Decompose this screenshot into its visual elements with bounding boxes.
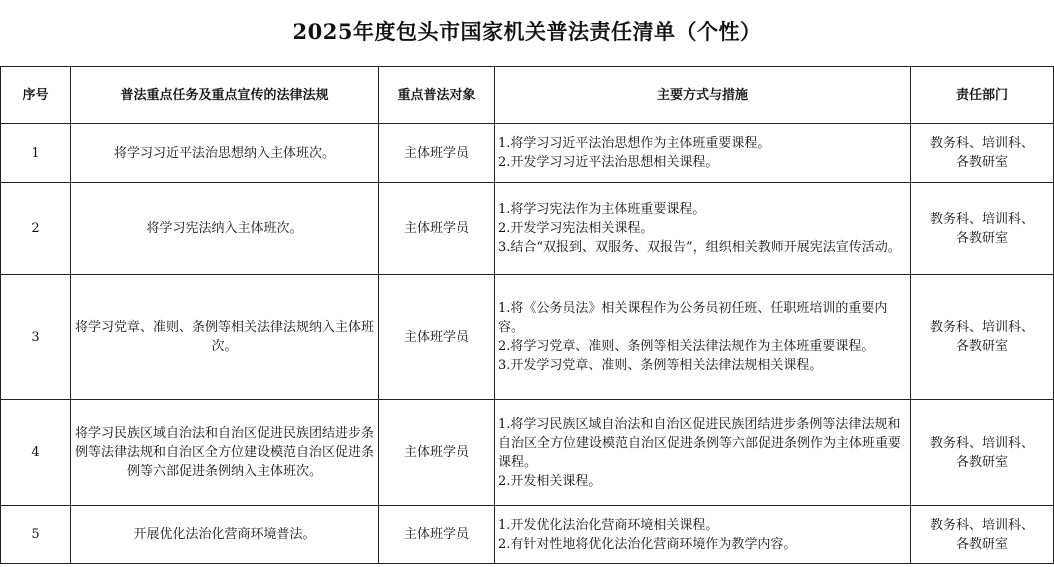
row-dept [911, 124, 1054, 183]
row-dept [911, 275, 1054, 400]
row-measures [495, 124, 911, 183]
measure-line: 1.开发优化法治化营商环境相关课程。 [498, 517, 719, 533]
row-target: 主体班学员 [379, 124, 495, 183]
measure-line: 2.有针对性地将优化法治化营商环境作为教学内容。 [498, 536, 797, 552]
row-seq: 4 [1, 400, 71, 506]
measure-line: 2.将学习党章、准则、条例等相关法律法规作为主体班重要课程。 [498, 339, 875, 354]
row-task: 开展优化法治化营商环境普法。 [71, 506, 379, 564]
table-row [1, 183, 1054, 275]
row-dept [911, 183, 1054, 275]
row-seq: 1 [1, 124, 71, 183]
row-target: 主体班学员 [379, 506, 495, 564]
row-dept [911, 506, 1054, 564]
responsibility-table [0, 66, 1054, 564]
measure-line: 2.开发学习习近平法治思想相关课程。 [498, 155, 719, 170]
dept-line: 教务科、培训科、 [929, 435, 1034, 451]
dept-line: 各教研室 [955, 230, 1008, 246]
row-target: 主体班学员 [379, 183, 495, 275]
measure-line: 1.将学习习近平法治思想作为主体班重要课程。 [498, 136, 771, 151]
row-task: 将学习党章、准则、条例等相关法律法规纳入主体班次。 [71, 275, 379, 400]
measure-line: 3.开发学习党章、准则、条例等相关法律法规相关课程。 [498, 358, 823, 373]
table-row [1, 275, 1054, 400]
header-task: 普法重点任务及重点宣传的法律法规 [71, 67, 379, 124]
table-row [1, 124, 1054, 183]
row-measures [495, 183, 911, 275]
row-target: 主体班学员 [379, 400, 495, 506]
row-target: 主体班学员 [379, 275, 495, 400]
table-row [1, 506, 1054, 564]
measure-line: 3.结合“双报到、双服务、双报告”，组织相关教师开展宪法宣传活动。 [498, 240, 901, 255]
header-dept: 责任部门 [911, 67, 1054, 124]
measure-line: 2.开发相关课程。 [498, 473, 602, 489]
measure-line: 2.开发学习宪法相关课程。 [498, 221, 654, 236]
header-seq: 序号 [1, 67, 71, 124]
row-dept [911, 400, 1054, 506]
page-title: 2025年度包头市国家机关普法责任清单（个性） [292, 19, 762, 44]
dept-line: 教务科、培训科、 [929, 136, 1034, 151]
header-measures: 主要方式与措施 [495, 67, 911, 124]
row-task: 将学习习近平法治思想纳入主体班次。 [71, 124, 379, 183]
dept-line: 教务科、培训科、 [929, 211, 1034, 227]
row-seq: 5 [1, 506, 71, 564]
row-measures [495, 275, 911, 400]
dept-line: 各教研室 [955, 454, 1008, 470]
dept-line: 各教研室 [955, 536, 1008, 552]
header-target: 重点普法对象 [379, 67, 495, 124]
row-task: 将学习宪法纳入主体班次。 [71, 183, 379, 275]
row-seq: 2 [1, 183, 71, 275]
row-seq: 3 [1, 275, 71, 400]
row-measures [495, 400, 911, 506]
measure-line: 1.将学习宪法作为主体班重要课程。 [498, 202, 706, 217]
table-row [1, 400, 1054, 506]
dept-line: 各教研室 [955, 339, 1008, 354]
measure-line: 1.将《公务员法》相关课程作为公务员初任班、任职班培训的重要内容。 [498, 301, 888, 335]
dept-line: 各教研室 [955, 155, 1008, 170]
measure-line: 1.将学习民族区域自治法和自治区促进民族团结进步条例等法律法规和自治区全方位建设模范自治区促进条例等六部促进条例作为主体班重要课程。 [498, 416, 902, 470]
row-measures [495, 506, 911, 564]
dept-line: 教务科、培训科、 [929, 517, 1034, 533]
table-header-row [1, 67, 1054, 124]
dept-line: 教务科、培训科、 [929, 320, 1034, 335]
row-task: 将学习民族区域自治法和自治区促进民族团结进步条例等法律法规和自治区全方位建设模范自治区促进条例等六部促进条例纳入主体班次。 [71, 400, 379, 506]
